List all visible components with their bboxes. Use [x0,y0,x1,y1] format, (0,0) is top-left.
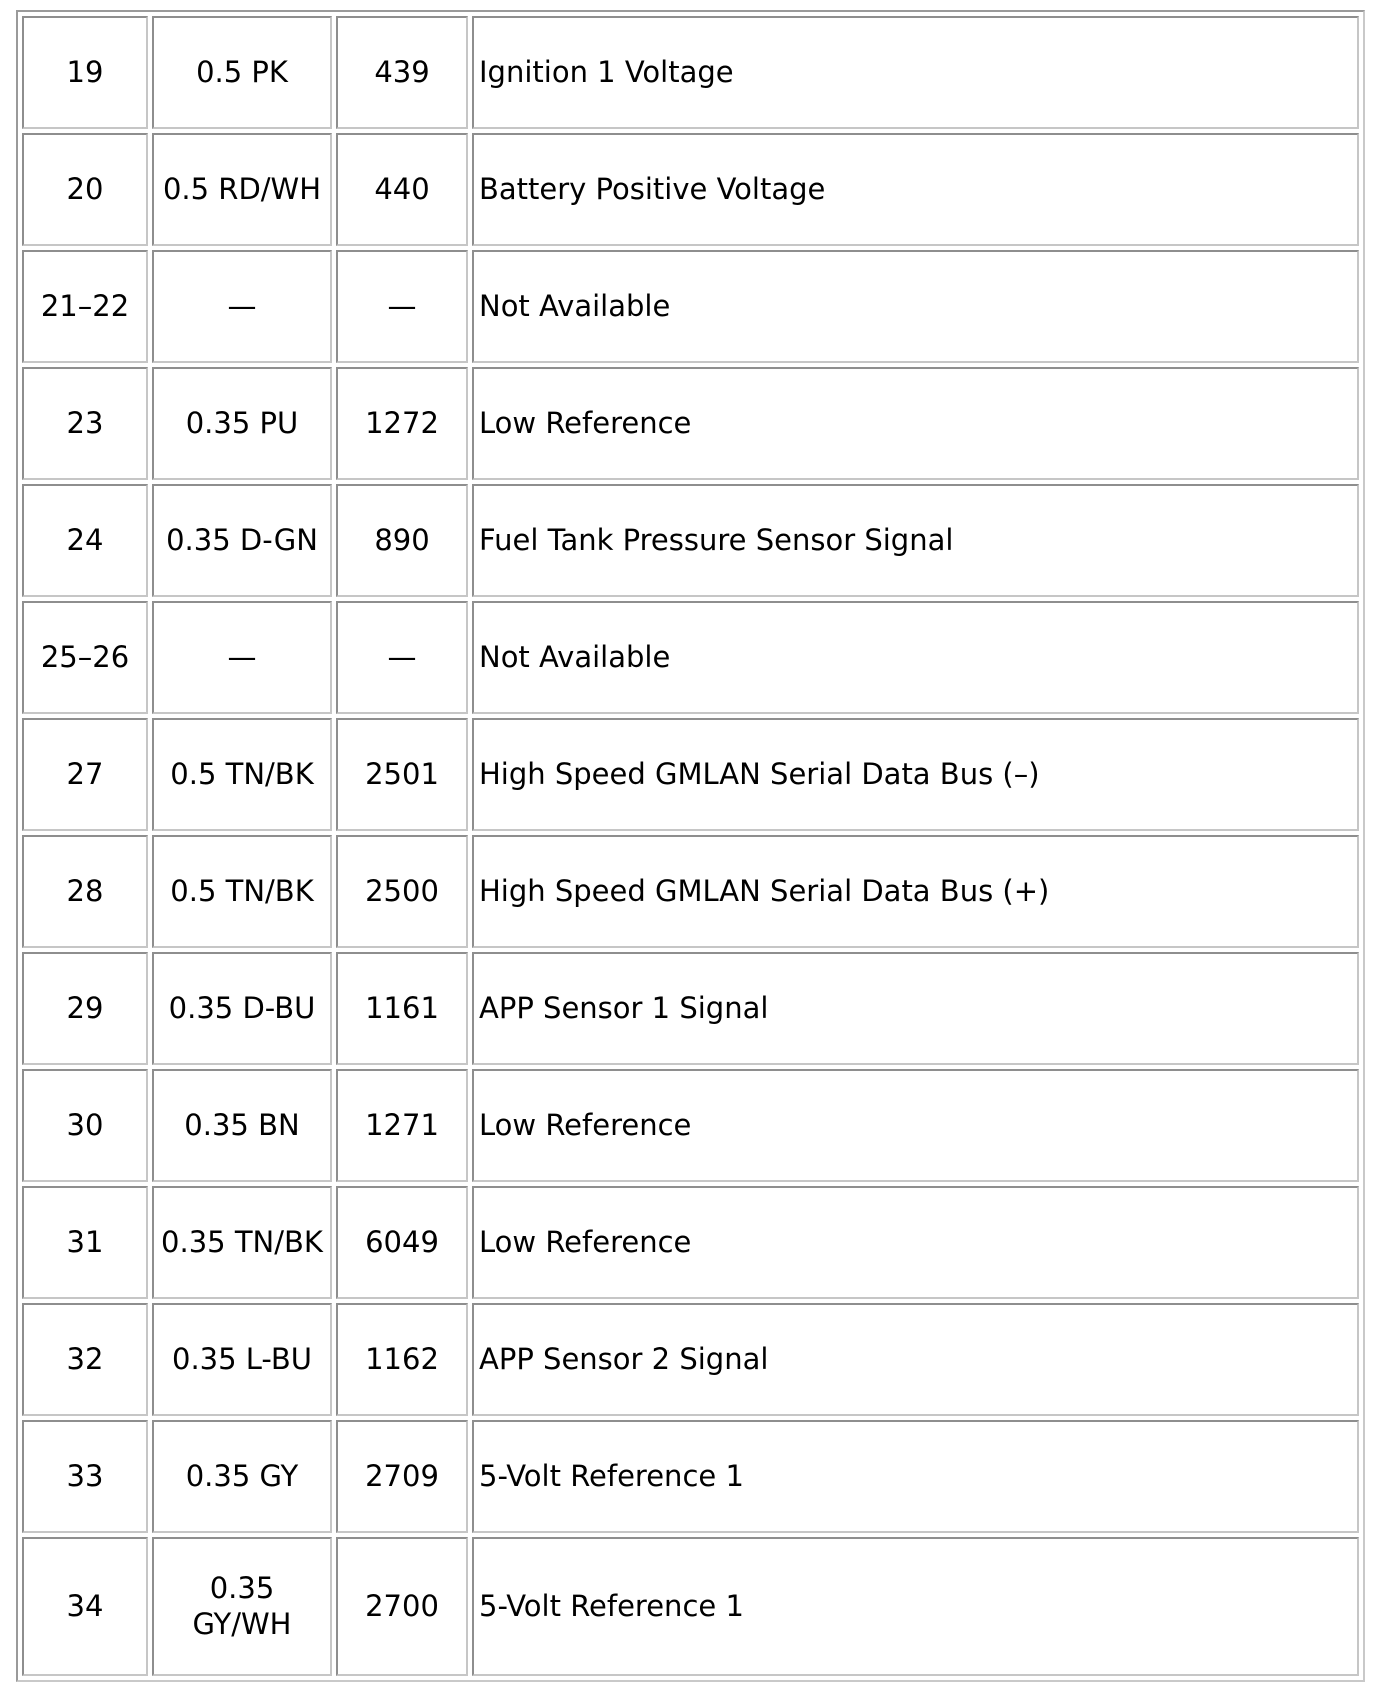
wire-color-cell: 0.5 TN/BK [152,835,332,948]
circuit-cell: 890 [336,484,468,597]
circuit-cell: 6049 [336,1186,468,1299]
pin-cell: 28 [22,835,148,948]
wire-color-cell [152,1537,332,1676]
wire-color-cell: 0.5 TN/BK [152,718,332,831]
function-cell: Not Available [472,601,1359,714]
table-row [22,601,1359,714]
wire-color-line-1: 0.35 [209,1571,275,1606]
circuit-cell: 1272 [336,367,468,480]
pin-cell: 21–22 [22,250,148,363]
table-row [22,1069,1359,1182]
function-cell: Low Reference [472,367,1359,480]
function-cell: Not Available [472,250,1359,363]
function-cell: Low Reference [472,1069,1359,1182]
circuit-cell: 440 [336,133,468,246]
pin-cell: 29 [22,952,148,1065]
function-cell: 5-Volt Reference 1 [472,1537,1359,1676]
circuit-cell: 2700 [336,1537,468,1676]
table-row [22,484,1359,597]
pin-cell: 33 [22,1420,148,1533]
wire-color-cell: 0.35 BN [152,1069,332,1182]
function-cell: APP Sensor 1 Signal [472,952,1359,1065]
function-cell: 5-Volt Reference 1 [472,1420,1359,1533]
connector-pinout-table [16,10,1365,1682]
wire-color-cell: 0.35 TN/BK [152,1186,332,1299]
wire-color-cell: 0.5 PK [152,16,332,129]
wire-color-cell: 0.35 PU [152,367,332,480]
table-row [22,250,1359,363]
pin-cell: 25–26 [22,601,148,714]
wire-color-cell: 0.35 L-BU [152,1303,332,1416]
pin-cell: 24 [22,484,148,597]
wire-color-cell: — [152,601,332,714]
function-cell: Battery Positive Voltage [472,133,1359,246]
table-row [22,1186,1359,1299]
pin-cell: 31 [22,1186,148,1299]
table-row [22,1420,1359,1533]
circuit-cell: 2709 [336,1420,468,1533]
circuit-cell: 1271 [336,1069,468,1182]
pin-cell: 32 [22,1303,148,1416]
wire-color-cell: 0.35 D-BU [152,952,332,1065]
table-row [22,718,1359,831]
pin-cell: 30 [22,1069,148,1182]
wire-color-cell: 0.35 D-GN [152,484,332,597]
function-cell: Ignition 1 Voltage [472,16,1359,129]
circuit-cell: 2500 [336,835,468,948]
table-row [22,1303,1359,1416]
circuit-cell: 1162 [336,1303,468,1416]
table-row [22,133,1359,246]
function-cell: High Speed GMLAN Serial Data Bus (+) [472,835,1359,948]
table-row [22,835,1359,948]
circuit-cell: — [336,250,468,363]
table-row [22,952,1359,1065]
pin-cell: 19 [22,16,148,129]
wire-color-cell: — [152,250,332,363]
function-cell: High Speed GMLAN Serial Data Bus (–) [472,718,1359,831]
table-body [22,16,1359,1676]
pin-cell: 23 [22,367,148,480]
table-row [22,1537,1359,1676]
pin-cell: 27 [22,718,148,831]
function-cell: Low Reference [472,1186,1359,1299]
pin-cell: 34 [22,1537,148,1676]
wire-color-line-2: GY/WH [192,1607,292,1642]
function-cell: Fuel Tank Pressure Sensor Signal [472,484,1359,597]
table-row [22,367,1359,480]
circuit-cell: 439 [336,16,468,129]
pin-cell: 20 [22,133,148,246]
wire-color-cell: 0.35 GY [152,1420,332,1533]
circuit-cell: 1161 [336,952,468,1065]
function-cell: APP Sensor 2 Signal [472,1303,1359,1416]
table-row [22,16,1359,129]
wire-color-cell: 0.5 RD/WH [152,133,332,246]
circuit-cell: — [336,601,468,714]
circuit-cell: 2501 [336,718,468,831]
